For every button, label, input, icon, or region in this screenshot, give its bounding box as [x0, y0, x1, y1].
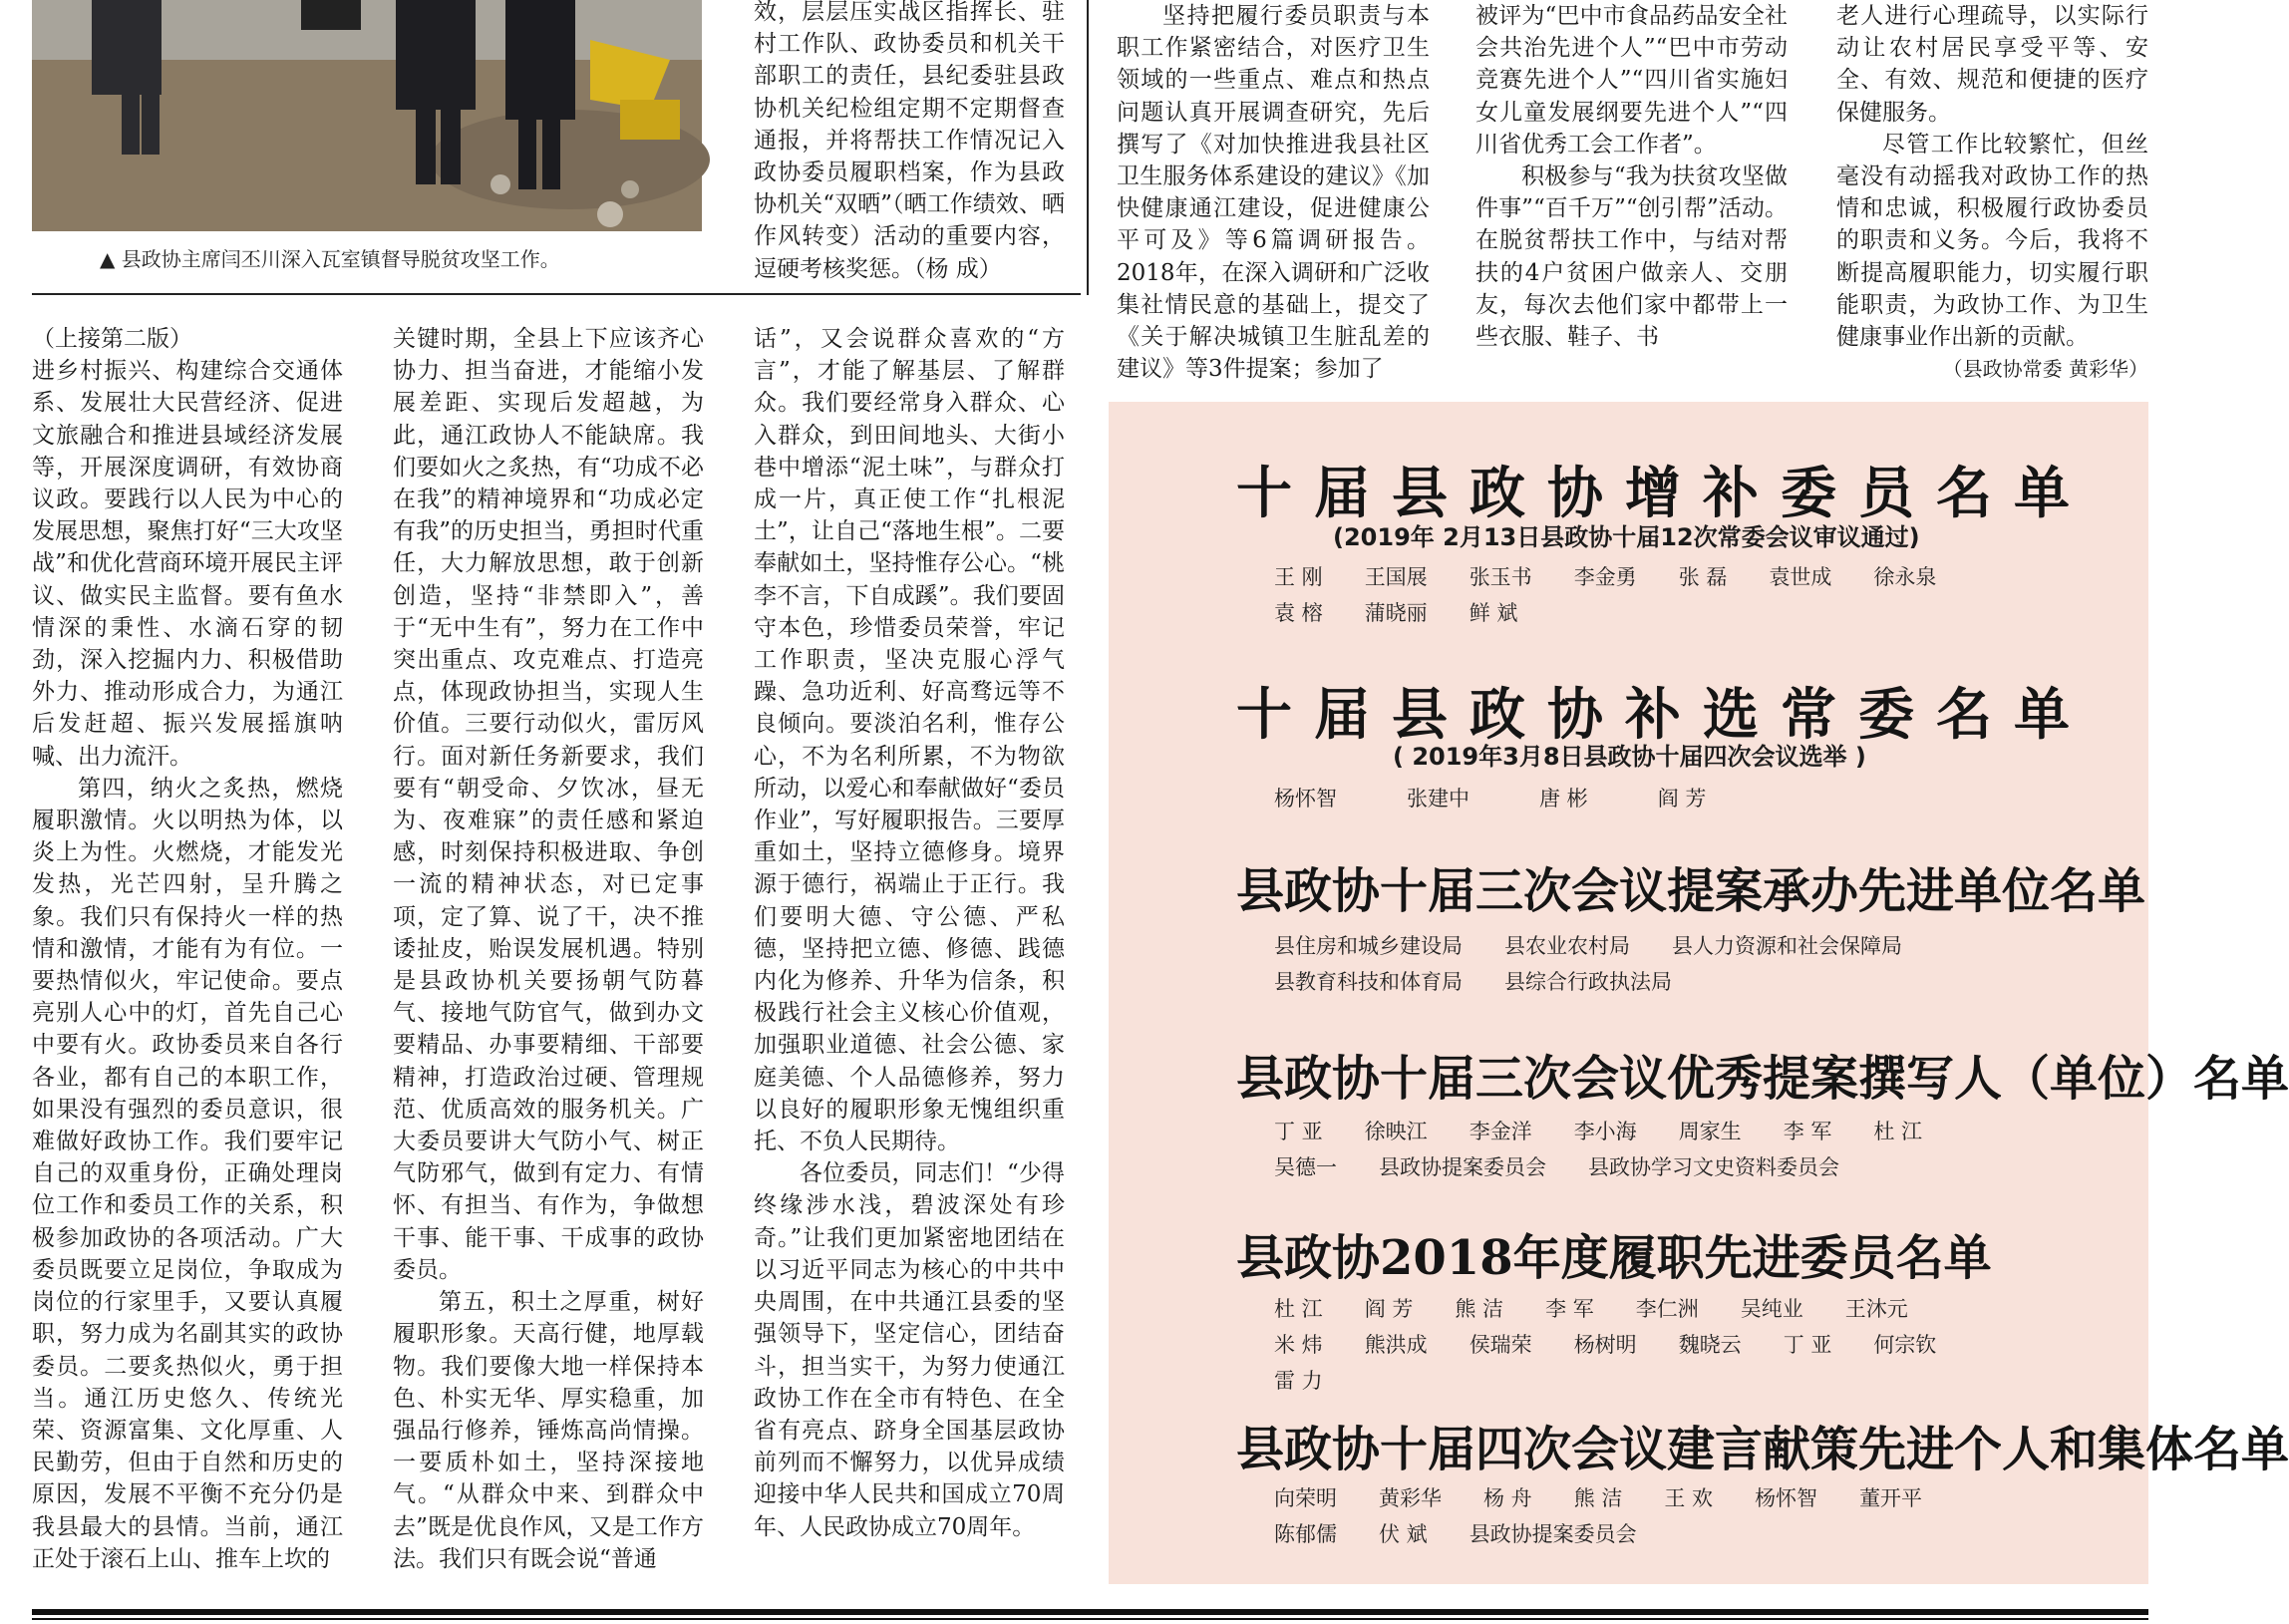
honoree-name: 县政协提案委员会 — [1379, 1155, 1546, 1179]
article-col3-p2: 各位委员，同志们！“少得终缘涉水浅，碧波深处有珍奇。”让我们更加紧密地团结在以习近平同志为核心的中共中央周围，在中共通江县委的坚强领导下，坚定信心，团结奋斗，担当实干，为努力使通江政协工作在全市有特色、在全省有亮点、跻身全国基层政协前列而不懈努力，以优异成绩迎接中华人民共和国成立70周年、人民政协成立70周年。 — [754, 1160, 1065, 1540]
top-right-signature: （县政协常委 黄彩华） — [1942, 357, 2148, 382]
honoree-name: 阎 芳 — [1657, 787, 1707, 811]
honoree-name: 杨怀智 — [1755, 1486, 1818, 1510]
honoree-name: 张 磊 — [1678, 565, 1728, 589]
list-5-names — [1274, 1291, 1978, 1399]
honoree-name: 向荣明 — [1274, 1486, 1337, 1510]
list-2-names — [1274, 781, 1748, 816]
honoree-name: 鲜 斌 — [1469, 601, 1518, 625]
honoree-name: 何宗钦 — [1873, 1333, 1937, 1357]
honoree-name: 李金洋 — [1469, 1120, 1532, 1143]
honoree-name: 徐永泉 — [1873, 565, 1937, 589]
honoree-name: 伏 斌 — [1379, 1522, 1428, 1546]
honoree-name: 熊洪成 — [1364, 1333, 1428, 1357]
honoree-name: 县综合行政执法局 — [1504, 970, 1672, 994]
names-row — [1274, 1480, 1964, 1516]
honoree-name: 县教育科技和体育局 — [1274, 970, 1463, 994]
names-row — [1274, 928, 1944, 964]
top-right-col2-p1: 被评为“巴中市食品药品安全社会共治先进个人”“巴中市劳动竞赛先进个人”“四川省实施妇女儿童发展纲要先进个人”“四川省优秀工会工作者”。 — [1475, 3, 1788, 158]
honor-lists-box — [1109, 402, 2289, 1584]
honoree-name: 雷 力 — [1274, 1369, 1323, 1393]
honoree-name: 杨树明 — [1573, 1333, 1637, 1357]
column-divider — [1087, 0, 1089, 295]
honoree-name: 县政协提案委员会 — [1469, 1522, 1637, 1546]
list-4-names — [1274, 1114, 1964, 1185]
honoree-name: 王沐元 — [1844, 1297, 1908, 1321]
article-column-2 — [393, 323, 704, 1575]
top-right-col3-p1: 老人进行心理疏导，以实际行动让农村居民享受平等、安全、有效、规范和便捷的医疗保健服务。 — [1836, 3, 2148, 126]
honoree-name: 李仁洲 — [1635, 1297, 1699, 1321]
honoree-name: 熊 洁 — [1573, 1486, 1623, 1510]
honoree-name: 侯瑞荣 — [1469, 1333, 1532, 1357]
honoree-name: 周家生 — [1678, 1120, 1742, 1143]
honoree-name: 李小海 — [1573, 1120, 1637, 1143]
article-col2-p2: 第五，积土之厚重，树好履职形象。天高行健，地厚载物。我们要像大地一样保持本色、朴实无华、厚实稳重，加强品行修养，锤炼高尚情操。一要质朴如土，坚持深接地气。“从群众中来、到群众中去”既是优良作风，又是工作方法。我们只有既会说“普通 — [393, 1289, 704, 1572]
names-row — [1274, 964, 1944, 1000]
list-1-subtitle: (2019年 2月13日县政协十届12次常委会议审议通过) — [1333, 523, 1920, 551]
continued-from-label: （上接第二版） — [32, 326, 192, 352]
honoree-name: 王 刚 — [1274, 565, 1323, 589]
honoree-name: 袁 榕 — [1274, 601, 1323, 625]
article-col1-p2: 第四，纳火之炙热，燃烧履职激情。火以明热为体，以炎上为性。火燃烧，才能发光发热，光芒四射，呈升腾之象。我们只有保持火一样的热情和激情，才能有为有位。一要热情似火，牢记使命。要点亮别人心中的灯，首先自己心中要有火。政协委员来自各行各业，都有自己的本职工作，如果没有强烈的委员意识，很难做好政协工作。我们要牢记自己的双重身份，正确处理岗位工作和委员工作的关系，积极参加政协的各项活动。广大委员既要立足岗位，争取成为岗位的行家里手，又要认真履职，努力成为名副其实的政协委员。二要炙热似火，勇于担当。通江历史悠久、传统光荣、资源富集、文化厚重、人民勤劳，但由于自然和历史的原因，发展不平衡不充分仍是我县最大的县情。当前，通江正处于滚石上山、推车上坎的 — [32, 775, 343, 1572]
list-1-title: 十届县政协增补委员名单 — [1236, 461, 2092, 526]
list-6-title: 县政协十届四次会议建言献策先进个人和集体名单 — [1236, 1422, 2289, 1477]
section-divider — [32, 293, 1081, 295]
photo-caption: ▲ 县政协主席闫丕川深入瓦室镇督导脱贫攻坚工作。 — [100, 247, 560, 271]
top-right-column-2 — [1475, 0, 1788, 353]
page-bottom-rule-thin — [32, 1618, 2148, 1620]
honoree-name: 吴纯业 — [1740, 1297, 1803, 1321]
top-right-column-1 — [1117, 0, 1430, 385]
list-6-names — [1274, 1480, 1964, 1552]
names-row — [1274, 559, 1978, 595]
honoree-name: 黄彩华 — [1379, 1486, 1442, 1510]
names-row — [1274, 1149, 1964, 1185]
names-row — [1274, 1363, 1978, 1399]
honoree-name: 县政协学习文史资料委员会 — [1588, 1155, 1839, 1179]
article-column-3 — [754, 323, 1065, 1543]
names-row — [1274, 781, 1748, 816]
honoree-name: 袁世成 — [1769, 565, 1832, 589]
list-1-names — [1274, 559, 1978, 631]
honoree-name: 陈郁儒 — [1274, 1522, 1337, 1546]
names-row — [1274, 1291, 1978, 1327]
honoree-name: 魏晓云 — [1678, 1333, 1742, 1357]
top-right-column-3 — [1836, 0, 2148, 385]
article-column-1 — [32, 323, 343, 1575]
list-3-title: 县政协十届三次会议提案承办先进单位名单 — [1236, 863, 2146, 919]
honoree-name: 董开平 — [1859, 1486, 1923, 1510]
honoree-name: 县农业农村局 — [1504, 934, 1630, 958]
list-3-names — [1274, 928, 1944, 1000]
list-2-title: 十届县政协补选常委名单 — [1236, 682, 2092, 748]
honoree-name: 王 欢 — [1664, 1486, 1714, 1510]
honoree-name: 丁 亚 — [1274, 1120, 1323, 1143]
honoree-name: 蒲晓丽 — [1364, 601, 1428, 625]
honoree-name: 熊 洁 — [1455, 1297, 1504, 1321]
honoree-name: 县住房和城乡建设局 — [1274, 934, 1463, 958]
list-5-title: 县政协2018年度履职先进委员名单 — [1236, 1230, 1992, 1286]
top-right-col3-p2: 尽管工作比较繁忙，但丝毫没有动摇我对政协工作的热情和忠诚，积极履行政协委员的职责和义务。今后，我将不断提高履职能力，切实履行职能职责，为政协工作、为卫生健康事业作出新的贡献。 — [1836, 131, 2148, 351]
honoree-name: 米 炜 — [1274, 1333, 1323, 1357]
honoree-name: 张玉书 — [1469, 565, 1532, 589]
honoree-name: 阎 芳 — [1364, 1297, 1414, 1321]
honoree-name: 吴德一 — [1274, 1155, 1337, 1179]
list-2-subtitle: ( 2019年3月8日县政协十届四次会议选举 ) — [1393, 743, 1866, 771]
honoree-name: 丁 亚 — [1783, 1333, 1832, 1357]
top-right-col1-text: 坚持把履行委员职责与本职工作紧密结合，对医疗卫生领域的一些重点、难点和热点问题认真开展调查研究，先后撰写了《对加快推进我县社区卫生服务体系建设的建议》《加快健康通江建设，促进健康公平可及》等6篇调研报告。2018年，在深入调研和广泛收集社情民意的基础上，提交了《关于解决城镇卫生脏乱差的建议》等3件提案；参加了 — [1117, 3, 1430, 383]
honoree-name: 李 军 — [1783, 1120, 1832, 1143]
news-photo — [32, 0, 702, 231]
top-middle-text: 效，层层压实战区指挥长、驻村工作队、政协委员和机关干部职工的责任，县纪委驻县政协机关纪检组定期不定期督查通报，并将帮扶工作情况记入政协委员履职档案，作为县政协机关“双晒”（晒工作绩效、晒作风转变）活动的重要内容，逗硬考核奖惩。（杨 成） — [754, 0, 1065, 282]
names-row — [1274, 1114, 1964, 1149]
article-col2-p1: 关键时期，全县上下应该齐心协力、担当奋进，才能缩小发展差距、实现后发超越，为此，通江政协人不能缺席。我们要如火之炙热，有“功成不必在我”的精神境界和“功成必定有我”的历史担当，勇担时代重任，大力解放思想，敢于创新创造，坚持“非禁即入”，善于“无中生有”，努力在工作中突出重点、攻克难点、打造亮点，体现政协担当，实现人生价值。三要行动似火，雷厉风行。面对新任务新要求，我们要有“朝受命、夕饮冰，昼无为、夜难寐”的责任感和紧迫感，时刻保持积极进取、争创一流的精神状态，对已定事项，定了算、说了干，决不推诿扯皮，贻误发展机遇。特别是县政协机关要扬朝气防暮气、接地气防官气，做到办文要精品、办事要精细、干部要精神，打造政治过硬、管理规范、优质高效的服务机关。广大委员要讲大气防小气、树正气防邪气，做到有定力、有情怀、有担当、有作为，争做想干事、能干事、干成事的政协委员。 — [393, 326, 704, 1283]
honoree-name: 杜 江 — [1873, 1120, 1923, 1143]
photo-illustration — [32, 0, 702, 231]
honoree-name: 唐 彬 — [1539, 787, 1588, 811]
list-4-title: 县政协十届三次会议优秀提案撰写人（单位）名单 — [1236, 1051, 2289, 1107]
honoree-name: 徐映江 — [1364, 1120, 1428, 1143]
article-col1-p1: 进乡村振兴、构建综合交通体系、发展壮大民营经济、促进文旅融合和推进县域经济发展等，开展深度调研，有效协商议政。要践行以人民为中心的发展思想，聚焦打好“三大攻坚战”和优化营商环境开展民主评议、做实民主监督。要有鱼水情深的秉性、水滴石穿的韧劲，深入挖掘内力、积极借助外力、推动形成合力，为通江后发赶超、振兴发展摇旗呐喊、出力流汗。 — [32, 358, 343, 770]
honoree-name: 县人力资源和社会保障局 — [1672, 934, 1902, 958]
honoree-name: 李金勇 — [1573, 565, 1637, 589]
honoree-name: 王国展 — [1364, 565, 1428, 589]
honoree-name: 李 军 — [1545, 1297, 1594, 1321]
article-col3-p1: 话”，又会说群众喜欢的“方言”，才能了解基层、了解群众。我们要经常身入群众、心入群众，到田间地头、大街小巷中增添“泥土味”，与群众打成一片，真正使工作“扎根泥土”，让自己“落地生根”。二要奉献如土，坚持惟存公心。“桃李不言，下自成蹊”。我们要固守本色，珍惜委员荣誉，牢记工作职责，坚决克服心浮气躁、急功近利、好高骛远等不良倾向。要淡泊名利，惟存公心，不为名利所累，不为物欲所动，以爱心和奉献做好“委员作业”，写好履职报告。三要厚重如土，坚持立德修身。境界源于德行，祸端止于正行。我们要明大德、守公德、严私德，坚持把立德、修德、践德内化为修养、升华为信条，积极践行社会主义核心价值观，加强职业道德、社会公德、家庭美德、个人品德修养，努力以良好的履职形象无愧组织重托、不负人民期待。 — [754, 326, 1065, 1155]
page-bottom-rule — [32, 1609, 2148, 1615]
names-row — [1274, 1516, 1964, 1552]
honoree-name: 张建中 — [1407, 787, 1470, 811]
names-row — [1274, 595, 1978, 631]
names-row — [1274, 1327, 1978, 1363]
top-middle-column — [754, 0, 1065, 285]
honoree-name: 杨怀智 — [1274, 787, 1337, 811]
top-right-col2-p2: 积极参与“我为扶贫攻坚做件事”“百千万”“创引帮”活动。在脱贫帮扶工作中，与结对帮扶的4户贫困户做亲人、交朋友，每次去他们家中都带上一些衣服、鞋子、书 — [1475, 163, 1788, 351]
honoree-name: 杜 江 — [1274, 1297, 1323, 1321]
honoree-name: 杨 舟 — [1483, 1486, 1532, 1510]
